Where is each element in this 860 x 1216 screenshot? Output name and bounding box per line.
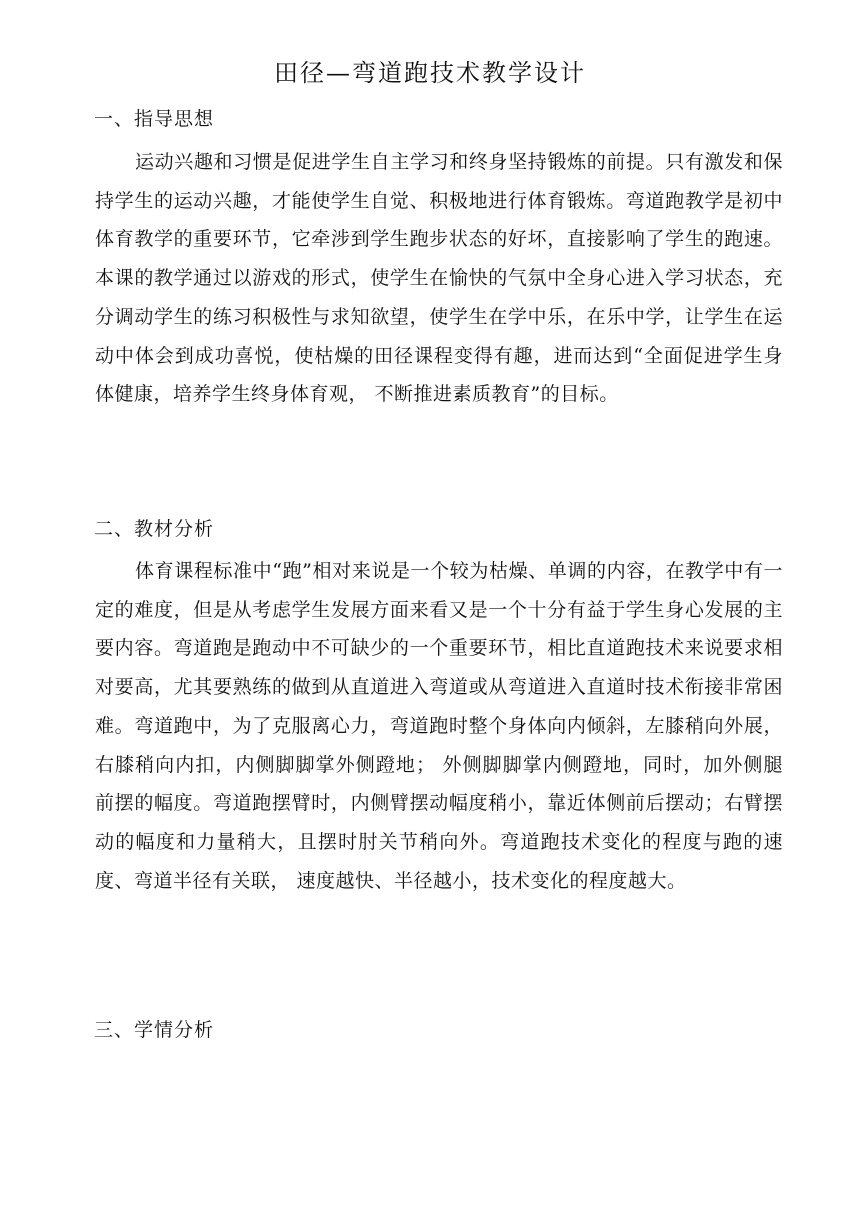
document-title: 田径—弯道跑技术教学设计 bbox=[274, 59, 586, 87]
section-paragraph-material-analysis: 体育课程标准中“跑”相对来说是一个较为枯燥、单调的内容，在教学中有一定的难度，但是从考虑学生发展方面来看又是一个十分有益于学生身心发展的主要内容。弯道跑是跑动中不可缺少的一个重要环节，相比直道跑技术来说要求相对要高，尤其要熟练的做到从直道进入弯道或从弯道进入直道时技术衔接非常困难。弯道跑中，为了克服离心力，弯道跑时整个身体向内倾斜，左膝稍向外展，右膝稍向内扣，内侧脚脚掌外侧蹬地； 外侧脚脚掌内侧蹬地，同时，加外侧腿前摆的幅度。弯道跑摆臂时，内侧臂摆动幅度稍小，靠近体侧前后摆动；右臂摆动的幅度和力量稍大，且摆时肘关节稍向外。弯道跑技术变化的程度与跑的速度、弯道半径有关联， 速度越快、半径越小，技术变化的程度越大。 bbox=[95, 560, 783, 892]
section-paragraph-guiding-ideology: 运动兴趣和习惯是促进学生自主学习和终身坚持锻炼的前提。只有激发和保持学生的运动兴趣，才能使学生自觉、积极地进行体育锻炼。弯道跑教学是初中体育教学的重要环节，它牵涉到学生跑步状态的好坏，直接影响了学生的跑速。本课的教学通过以游戏的形式，使学生在愉快的气氛中全身心进入学习状态，充分调动学生的练习积极性与求知欲望，使学生在学中乐，在乐中学，让学生在运动中体会到成功喜悦，使枯燥的田径课程变得有趣，进而达到“全面促进学生身体健康，培养学生终身体育观， 不断推进素质教育”的目标。 bbox=[95, 151, 783, 406]
section-heading-student-analysis: 三、学情分析 bbox=[94, 1019, 215, 1041]
section-heading-guiding-ideology: 一、指导思想 bbox=[94, 108, 215, 130]
section-heading-material-analysis: 二、教材分析 bbox=[94, 518, 215, 540]
